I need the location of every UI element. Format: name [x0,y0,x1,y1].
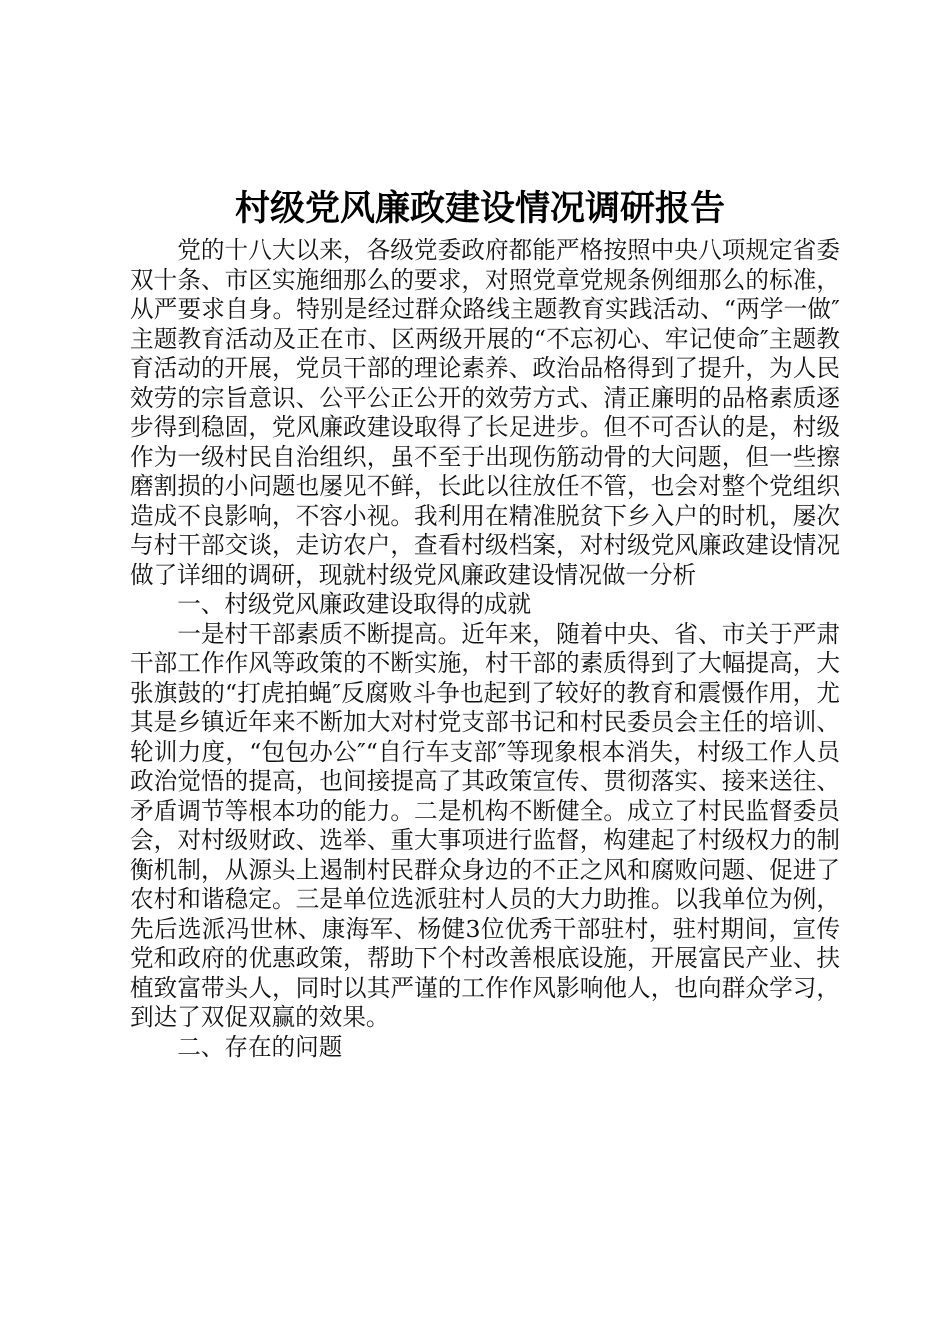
achievements-paragraph: 一是村干部素质不断提高。近年来，随着中央、省、市关于严肃干部工作作风等政策的不断实施，村干部的素质得到了大幅提高，大张旗鼓的“打虎拍蝇″反腐败斗争也起到了较好的教育和震慑作用，尤其是乡镇近年来不断加大对村党支部书记和村民委员会主任的培训、轮训力度，“包包办公″“自行车支部″等现象根本消失，村级工作人员政治觉悟的提高，也间接提高了其政策宣传、贯彻落实、接来送往、矛盾调节等根本功的能力。二是机构不断健全。成立了村民监督委员会，对村级财政、选举、重大事项进行监督，构建起了村级权力的制衡机制，从源头上遏制村民群众身边的不正之风和腐败问题、促进了农村和谐稳定。三是单位选派驻村人员的大力助推。以我单位为例，先后选派冯世林、康海军、杨健3位优秀干部驻村，驻村期间，宣传党和政府的优惠政策，帮助下个村改善根底设施，开展富民产业、扶植致富带头人，同时以其严谨的工作作风影响他人，也向群众学习，到达了双促双赢的效果。 [130,619,840,1031]
intro-paragraph: 党的十八大以来，各级党委政府都能严格按照中央八项规定省委双十条、市区实施细那么的要求，对照党章党规条例细那么的标准，从严要求自身。特别是经过群众路线主题教育实践活动、“两学一做″主题教育活动及正在市、区两级开展的“不忘初心、牢记使命″主题教育活动的开展，党员干部的理论素养、政治品格得到了提升，为人民效劳的宗旨意识、公平公正公开的效劳方式、清正廉明的品格素质逐步得到稳固，党风廉政建设取得了长足进步。但不可否认的是，村级作为一级村民自治组织，虽不至于出现伤筋动骨的大问题，但一些擦磨割损的小问题也屡见不鲜，长此以往放任不管，也会对整个党组织造成不良影响，不容小视。我利用在精准脱贫下乡入户的时机，屡次与村干部交谈，走访农户，查看村级档案，对村级党风廉政建设情况做了详细的调研，现就村级党风廉政建设情况做一分析 [130,236,840,589]
document-title: 村级党风廉政建设情况调研报告 [234,188,725,229]
document-body [130,236,840,1062]
section-heading-problems: 二、存在的问题 [177,1032,343,1061]
section-heading-achievements: 一、村级党风廉政建设取得的成就 [177,590,532,618]
